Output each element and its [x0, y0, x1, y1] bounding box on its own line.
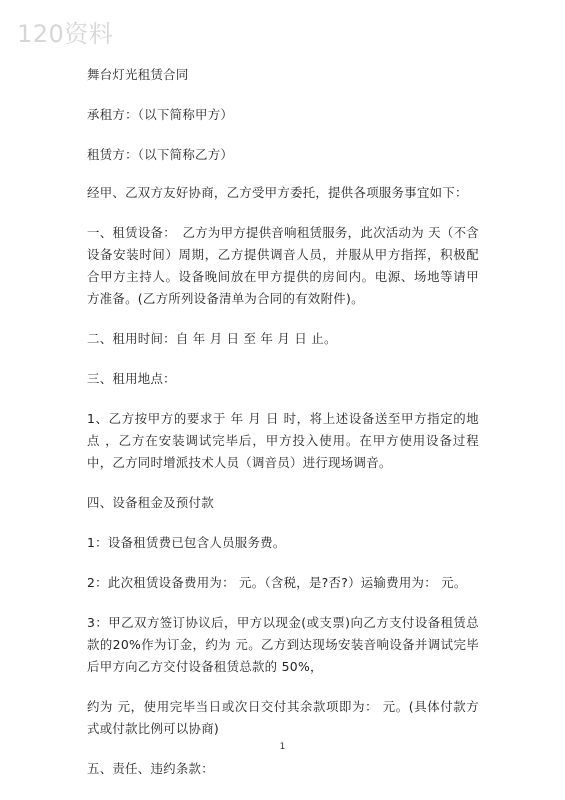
paragraph-lessee: 承租方：（以下简称甲方） [87, 107, 234, 122]
paragraph-section-4-item-3: 3：甲乙双方签订协议后，甲方以现金(或支票)向乙方支付设备租赁总款的20%作为订金，约为 元。乙方到达现场安装音响设备并调试完毕后甲方向乙方交付设备租赁总款的 50%， [87, 615, 479, 674]
document-title: 舞台灯光租赁合同 [87, 67, 189, 82]
paragraph-section-2: 二、租用时间：自 年 月 日 至 年 月 日 止。 [87, 331, 337, 346]
paragraph-section-4-item-3-cont: 约为 元，使用完毕当日或次日交付其余款项即为： 元。(具体付款方式或付款比例可以协商) [87, 699, 479, 736]
paragraph-lessor: 租赁方：（以下简称乙方） [87, 147, 234, 162]
paragraph-section-4-item-2: 2：此次租赁设备费用为： 元。（含税，是?否?）运输费用为： 元。 [87, 575, 467, 590]
document-body [87, 64, 479, 780]
watermark-logo: 120资料 [17, 20, 114, 48]
paragraph-section-5: 五、责任、违约条款： [87, 761, 214, 776]
paragraph-intro: 经甲、乙双方友好协商，乙方受甲方委托，提供各项服务事宜如下： [87, 185, 468, 200]
page-number: 1 [279, 742, 286, 752]
paragraph-section-3-item-1: 1、乙方按甲方的要求于 年 月 日 时，将上述设备送至甲方指定的地点 ，乙方在安装调试完毕后，甲方投入使用。在甲方使用设备过程中，乙方同时增派技术人员（调音员）进行现场调音。 [87, 411, 479, 470]
paragraph-section-1: 一、租赁设备： 乙方为甲方提供音响租赁服务，此次活动为 天（不含设备安装时间）周期，乙方提供调音人员，并服从甲方指挥，积极配合甲方主持人。设备晚间放在甲方提供的房间内。电源、场地等请甲方准备。(乙方所列设备清单为合同的有效附件)。 [87, 225, 479, 306]
paragraph-section-4-item-1: 1：设备租赁费已包含人员服务费。 [87, 535, 286, 550]
paragraph-section-4: 四、设备租金及预付款 [87, 495, 214, 510]
paragraph-section-3: 三、租用地点： [87, 371, 176, 386]
